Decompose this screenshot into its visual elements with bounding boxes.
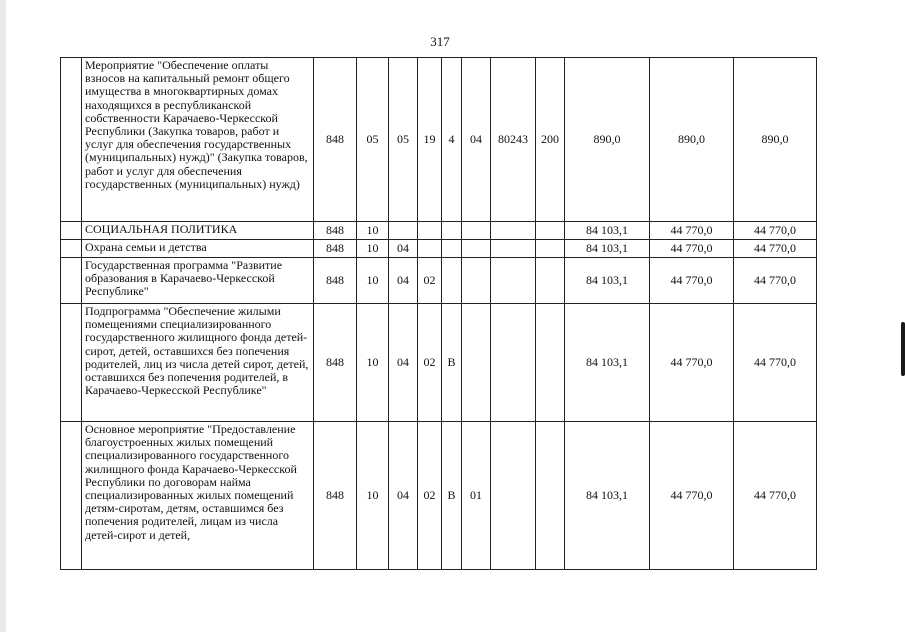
subprogram-code: [442, 222, 462, 240]
amount-2: 44 770,0: [650, 422, 734, 570]
program-code: [418, 222, 442, 240]
amount-2: 44 770,0: [650, 222, 734, 240]
ved-code: 848: [314, 58, 357, 222]
amount-2: 44 770,0: [650, 258, 734, 304]
expense-type-code: [536, 222, 565, 240]
direction-code: [491, 304, 536, 422]
table-row: [61, 304, 817, 422]
subprogram-code: [442, 258, 462, 304]
scan-edge: [0, 0, 6, 632]
table-row: [61, 222, 817, 240]
direction-code: [491, 222, 536, 240]
direction-code: [491, 422, 536, 570]
program-code: 02: [418, 258, 442, 304]
ved-code: 848: [314, 222, 357, 240]
event-code: [462, 258, 491, 304]
amount-3: 44 770,0: [734, 240, 817, 258]
row-name: Подпрограмма "Обеспечение жилыми помещениями специализированного государственного жилищного фонда детей-сирот, детей, оставшихся без попечения родителей, лиц из числа детей сирот, детей, оставшихся без попечения родителей, в Карачаево-Черкесской Республике": [82, 304, 314, 422]
ved-code: 848: [314, 422, 357, 570]
index-cell: [61, 58, 82, 222]
direction-code: [491, 240, 536, 258]
event-code: [462, 304, 491, 422]
program-code: [418, 240, 442, 258]
program-code: 19: [418, 58, 442, 222]
row-name: Государственная программа "Развитие образования в Карачаево-Черкесской Республике": [82, 258, 314, 304]
direction-code: 80243: [491, 58, 536, 222]
subprogram-code: [442, 240, 462, 258]
program-code: 02: [418, 422, 442, 570]
subsection-code: 04: [389, 258, 418, 304]
ved-code: 848: [314, 258, 357, 304]
budget-table: [60, 57, 817, 570]
amount-1: 84 103,1: [565, 258, 650, 304]
subprogram-code: В: [442, 422, 462, 570]
index-cell: [61, 240, 82, 258]
amount-1: 890,0: [565, 58, 650, 222]
index-cell: [61, 258, 82, 304]
event-code: 04: [462, 58, 491, 222]
subsection-code: 04: [389, 422, 418, 570]
amount-1: 84 103,1: [565, 222, 650, 240]
section-code: 10: [357, 222, 389, 240]
index-cell: [61, 222, 82, 240]
amount-1: 84 103,1: [565, 422, 650, 570]
event-code: 01: [462, 422, 491, 570]
amount-3: 44 770,0: [734, 422, 817, 570]
page-number: 317: [430, 34, 450, 49]
event-code: [462, 222, 491, 240]
subprogram-code: 4: [442, 58, 462, 222]
table-row: [61, 58, 817, 222]
expense-type-code: 200: [536, 58, 565, 222]
amount-2: 44 770,0: [650, 304, 734, 422]
row-name: Охрана семьи и детства: [82, 240, 314, 258]
amount-1: 84 103,1: [565, 240, 650, 258]
amount-1: 84 103,1: [565, 304, 650, 422]
section-code: 10: [357, 304, 389, 422]
expense-type-code: [536, 304, 565, 422]
section-code: 10: [357, 240, 389, 258]
section-code: 10: [357, 422, 389, 570]
amount-3: 890,0: [734, 58, 817, 222]
table-row: [61, 240, 817, 258]
amount-2: 890,0: [650, 58, 734, 222]
subsection-code: [389, 222, 418, 240]
event-code: [462, 240, 491, 258]
row-name: Основное мероприятие "Предоставление благоустроенных жилых помещений специализированного государственного жилищного фонда Карачаево-Черкесской Республики по договорам найма специализированных жилых помещений детям-сиротам, детям, оставшимся без попечения родителей, лицам из числа детей-сирот и детей,: [82, 422, 314, 570]
amount-2: 44 770,0: [650, 240, 734, 258]
subsection-code: 04: [389, 240, 418, 258]
subsection-code: 05: [389, 58, 418, 222]
subsection-code: 04: [389, 304, 418, 422]
index-cell: [61, 422, 82, 570]
amount-3: 44 770,0: [734, 304, 817, 422]
expense-type-code: [536, 422, 565, 570]
binding-mark: [901, 322, 905, 376]
ved-code: 848: [314, 304, 357, 422]
program-code: 02: [418, 304, 442, 422]
section-code: 10: [357, 258, 389, 304]
direction-code: [491, 258, 536, 304]
subprogram-code: В: [442, 304, 462, 422]
amount-3: 44 770,0: [734, 258, 817, 304]
row-name: СОЦИАЛЬНАЯ ПОЛИТИКА: [82, 222, 314, 240]
expense-type-code: [536, 240, 565, 258]
expense-type-code: [536, 258, 565, 304]
ved-code: 848: [314, 240, 357, 258]
index-cell: [61, 304, 82, 422]
row-name: Мероприятие "Обеспечение оплаты взносов на капитальный ремонт общего имущества в многоквартирных домах находящихся в республиканской собственности Карачаево-Черкесской Республики (Закупка товаров, работ и услуг для обеспечения государственных (муниципальных) нужд)" (Закупка товаров, работ и услуг для обеспечения государственных (муниципальных) нужд): [82, 58, 314, 222]
section-code: 05: [357, 58, 389, 222]
table-row: [61, 422, 817, 570]
amount-3: 44 770,0: [734, 222, 817, 240]
table-row: [61, 258, 817, 304]
